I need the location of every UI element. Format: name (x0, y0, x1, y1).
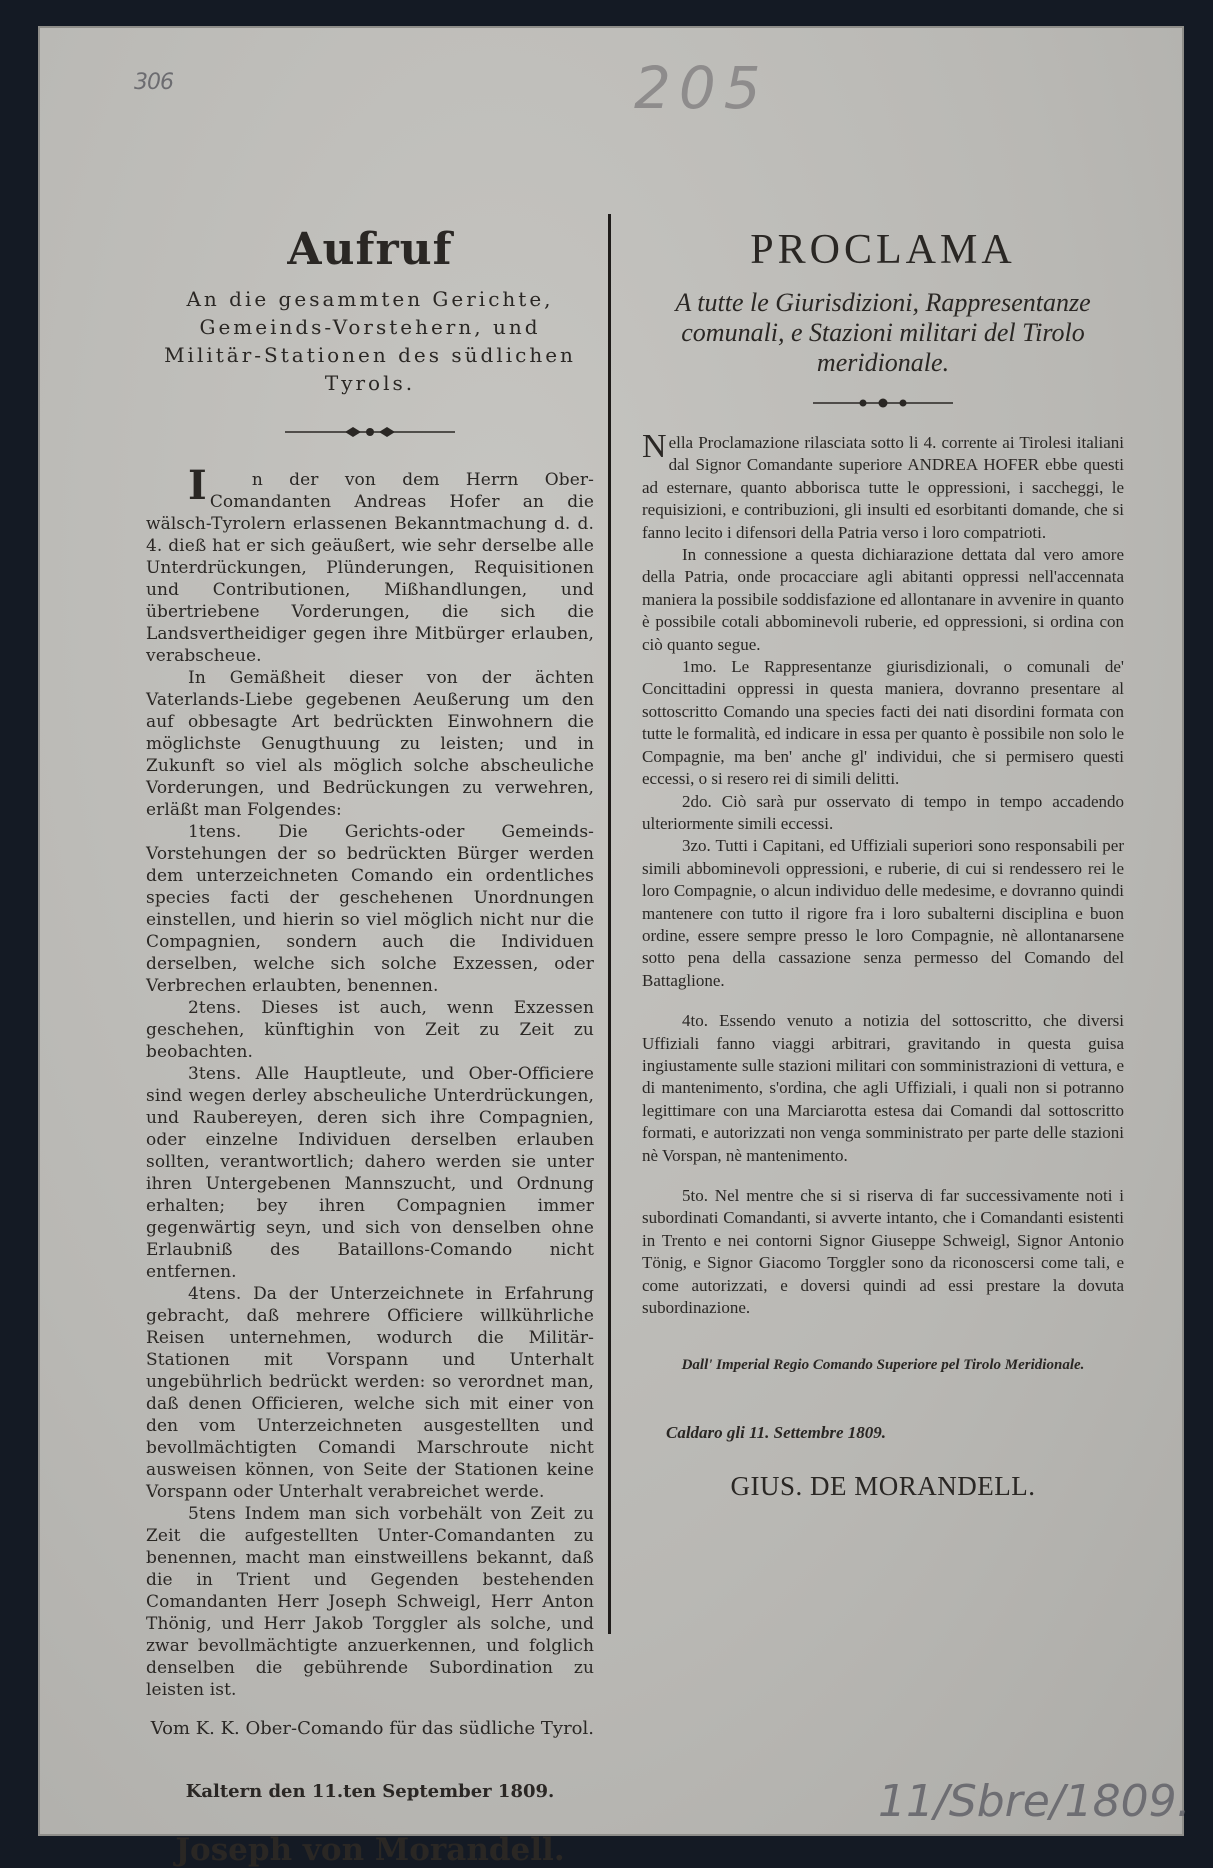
italian-paragraph: 1mo. Le Rappresentanze giurisdizionali, o comunali de' Concittadini oppressi in questa maniera, dovranno presentare al sottoscritto Comando una species facti dei nati disordini formata con tutte le formalità, ed indicare in essa per quanto è possibile non solo le Compagnie, ma ben' anche gl' individui, che si permisero questi eccessi, o si resero rei di simili delitti. (642, 657, 1124, 789)
italian-authority: Dall' Imperial Regio Comando Superiore pel Tirolo Meridionale. (681, 1357, 1085, 1374)
italian-subtitle: A tutte le Giurisdizioni, Rappresentanze comunali, e Stazioni militari del Tirolo meridionale. (675, 288, 1091, 377)
german-paragraph: In Gemäßheit dieser von der ächten Vaterlands-Liebe gegebenen Aeußerung um den auf obbesagte Art bedrückten Einwohnern die möglichste Genugthuung zu leisten; und in Zukunft so viel als möglich solche abscheuliche Vorderungen, und Bedrückungen zu verwehren, erläßt man Folgendes: (146, 668, 594, 820)
german-paragraph: 5tens Indem man sich vorbehält von Zeit zu Zeit die aufgestellten Unter-Comandanten zu benennen, macht man einstweillens bekannt, daß die in Trient und Gegenden bestehenden Comandanten Herr Joseph Schweigl, Herr Anton Thönig, und Herr Jakob Torggler als solche, und zwar bevollmächtigte anzuerkennen, und folglich denselben die gebührende Subordination zu leisten ist. (146, 1504, 594, 1700)
archive-number: 306 (134, 70, 173, 95)
ornament-divider-icon (813, 396, 953, 410)
italian-title: PROCLAMA (750, 227, 1016, 273)
german-body (146, 462, 594, 1701)
italian-paragraph: In connessione a questa dichiarazione dettata dal vero amore della Patria, onde procacciare agli abitanti oppressi nell'accennata maniera la possibile soddisfazione ed allontanare in avvenire in quanto è possibile cotali abbominevoli ruberie, ed oppressioni, si ordina con ciò quanto segue. (642, 545, 1124, 654)
german-subtitle: An die gesammten Gerichte, Gemeinds-Vorstehern, und Militär-Stationen des südlichen Tyrols. (164, 287, 576, 395)
italian-paragraph: 2do. Ciò sarà pur osservato di tempo in tempo accadendo ulteriormente simili eccessi. (642, 791, 1124, 833)
ornament-divider-icon (285, 425, 455, 439)
folio-number: 205 (634, 54, 769, 122)
german-paragraph: 2tens. Dieses ist auch, wenn Exzessen geschehen, künftighin von Zeit zu Zeit zu beobachten. (146, 998, 594, 1062)
german-paragraph: 4tens. Da der Unterzeichnete in Erfahrung gebracht, daß mehrere Officiere willkührliche Reisen unternehmen, wodurch die Militär-Stationen mit Vorspann und Unterhalt ungebührlich bedrückt werden: so verordnet man, daß denen Officieren, welche sich mit einer von den vom Unterzeichneten ausgestellten und bevollmächtigten Comandi Marschroute nicht ausweisen können, von Seite der Stationen keine Vorspann oder Unterhalt verabreichet werde. (146, 1284, 594, 1502)
italian-paragraph: 4to. Essendo venuto a notizia del sottoscritto, che diversi Uffiziali fanno viaggi arbitrari, gravitando in questa guisa ingiustamente sulle stazioni militari con somministrazioni di vettura, e di mantenimento, s'ordina, che agli Uffiziali, i quali non si potranno legittimare con una Marciarotta estesa dai Comandi dal sottoscritto formati, e autorizzati non venga somministrato per parte delle stazioni nè Vorspan, nè mantenimento. (642, 1011, 1124, 1165)
italian-paragraph: 5to. Nel mentre che si si riserva di far successivamente noti i subordinati Comandanti, si avverte intanto, che i Comandanti esistenti in Trento e nei contorni Signor Giuseppe Schweigl, Signor Antonio Tönig, e Signor Giacomo Torggler sono da riconoscersi come tali, e come autorizzati, e doversi quindi ad essi prestare la dovuta subordinazione. (642, 1186, 1124, 1318)
column-divider (608, 214, 611, 1634)
date-note: 11/Sbre/1809. (878, 1776, 1191, 1827)
italian-column (642, 224, 1124, 1502)
italian-paragraph: Nella Proclamazione rilasciata sotto li 4. corrente ai Tirolesi italiani dal Signor Comandante superiore ANDREA HOFER ebbe questi ad esternare, quanto abborisca tutte le oppressioni, i saccheggi, le requisizioni, e contribuzioni, gli insulti ed esorbitanti domande, che si fanno lecito i difensori della Patria verso i loro compatrioti. (642, 428, 1124, 542)
italian-body (642, 428, 1124, 1319)
german-title: Aufruf (287, 224, 453, 275)
german-paragraph: 3tens. Alle Hauptleute, und Ober-Officiere sind wegen derley abscheuliche Unterdrückungen, und Raubereyen, deren sich ihre Compagnien, oder einzelne Individuen derselben erlauben sollten, verantwortlich; dahero werden sie unter ihren Untergebenen Mannszucht, und Ordnung erhalten; bey ihren Compagnien immer gegenwärtig seyn, und sich von denselben ohne Erlaubniß des Bataillons-Comando nicht entfernen. (146, 1064, 594, 1282)
proclamation-sheet (38, 26, 1191, 1868)
italian-place-date: Caldaro gli 11. Settembre 1809. (666, 1423, 887, 1443)
german-place-date: Kaltern den 11.ten September 1809. (185, 1781, 555, 1802)
italian-paragraph: 3zo. Tutti i Capitani, ed Uffiziali superiori sono responsabili per simili abbominevoli oppressioni, e ruberie, di cui si rendessero rei le loro Compagnie, o alcun individuo delle medesime, e dovranno quindi mantenere con tutto il rigore fra i loro subalterni disciplina e buon ordine, essere sempre presso le loro Compagnie, nè allontanarsene sotto pena della cassazione senza permesso del Comando del Battaglione. (642, 836, 1124, 990)
german-signature: Joseph von Morandell. (175, 1832, 565, 1868)
german-authority: Vom K. K. Ober-Comando für das südliche Tyrol. (150, 1718, 594, 1739)
german-paragraph: 1tens. Die Gerichts-oder Gemeinds-Vorstehungen der so bedrückten Bürger werden dem unterzeichneten Comando ein ordentliches species facti der geschehenen Unordnungen einstellen, und hierin so viel möglich nicht nur die Compagnien, sondern auch die Individuen derselben, welche sich solche Exzessen, oder Verbrechen erlaubten, benennen. (146, 822, 594, 996)
german-paragraph: In der von dem Herrn Ober-Comandanten Andreas Hofer an die wälsch-Tyrolern erlassenen Bekanntmachung d. d. 4. dieß hat er sich geäußert, wie sehr derselbe alle Unterdrückungen, Plünderungen, Requisitionen und Contributionen, Mißhandlungen, und übertriebene Vorderungen, die sich die Landsvertheidiger gegen ihre Mitbürger erlauben, verabscheue. (146, 462, 594, 666)
italian-signature: GIUS. DE MORANDELL. (730, 1471, 1036, 1502)
german-column (146, 224, 594, 1868)
